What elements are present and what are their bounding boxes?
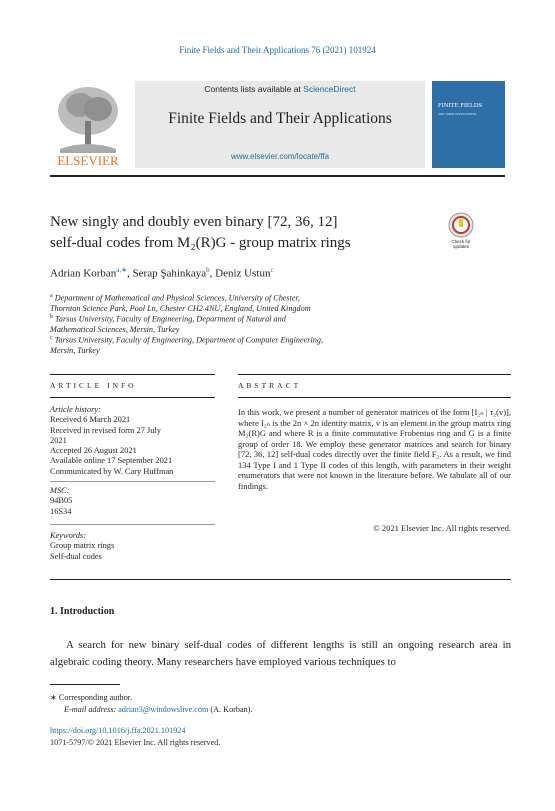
- author-name: Serap Şahinkaya: [132, 267, 207, 280]
- journal-url-link[interactable]: www.elsevier.com/locate/ffa: [230, 152, 330, 161]
- footnote-rule: [50, 684, 120, 685]
- issn-line: 1071-5797/© 2021 Elsevier Inc. All rights reserved.: [50, 738, 221, 747]
- author-affiliation-mark[interactable]: a,∗: [116, 266, 128, 274]
- abstract-heading: ABSTRACT: [238, 381, 302, 390]
- keywords-block: [50, 531, 210, 562]
- abstract-rule: [238, 397, 511, 398]
- corresponding-author-note: ∗ Corresponding author.: [50, 693, 133, 702]
- title-line-1: New singly and doubly even binary [72, 36, 12]: [50, 214, 338, 230]
- history-item: Received 6 March 2021: [50, 415, 131, 425]
- check-for-updates-badge[interactable]: [446, 212, 476, 250]
- sciencedirect-link[interactable]: ScienceDirect: [303, 84, 356, 94]
- affiliation-mark: c: [50, 335, 53, 341]
- affiliation-line: Tarsus University, Faculty of Engineering, Department of Computer Engineering,: [54, 335, 323, 345]
- keyword: Group matrix rings: [50, 541, 115, 551]
- email-label: E-mail address:: [64, 705, 117, 714]
- elsevier-logo: [50, 81, 126, 168]
- history-item: Accepted 26 August 2021: [50, 446, 137, 456]
- contents-line: [135, 84, 425, 94]
- article-info-rule: [50, 397, 215, 398]
- affiliation-line: Mathematical Sciences, Mersin, Turkey: [50, 325, 180, 335]
- journal-cover: [432, 81, 505, 168]
- title-line-2: self-dual codes from M₂(R)G - group matrix rings: [50, 235, 351, 251]
- cover-subtitle: AND THEIR APPLICATIONS: [438, 112, 477, 116]
- header-rule: [50, 175, 505, 177]
- affiliation-line: Tarsus University, Faculty of Engineering, Department of Natural and: [55, 314, 286, 324]
- email-note: [64, 705, 252, 714]
- intro-paragraph: A search for new binary self-dual codes of different lengths is still an ongoing research area in algebraic coding theory. Many researchers have employed various techniques to: [50, 639, 511, 668]
- affiliation-line: Thornton Science Park, Pool Ln, Chester CH2 4NU, England, United Kingdom: [50, 304, 311, 314]
- keyword: Self-dual codes: [50, 551, 102, 561]
- cover-title: FINITE FIELDS: [438, 102, 483, 109]
- email-suffix: (A. Korban).: [210, 705, 253, 714]
- author-affiliation-mark[interactable]: b: [206, 266, 210, 274]
- abstract-top-rule: [238, 374, 511, 375]
- author-affiliation-mark[interactable]: c: [270, 266, 274, 274]
- journal-title: Finite Fields and Their Applications: [168, 110, 392, 127]
- affiliation-line: Mersin, Turkey: [50, 346, 100, 356]
- msc-block: [50, 486, 210, 517]
- email-link[interactable]: adrian3@windowslive.com: [118, 705, 209, 714]
- msc-code: 94B05: [50, 496, 73, 506]
- history-label: Article history:: [50, 405, 101, 414]
- abstract-copyright: © 2021 Elsevier Inc. All rights reserved.: [373, 523, 511, 533]
- affiliation-mark: a: [50, 293, 53, 299]
- history-item: 2021: [50, 435, 67, 445]
- doi-link[interactable]: https://doi.org/10.1016/j.ffa.2021.101924: [50, 726, 186, 735]
- history-item: Available online 17 September 2021: [50, 456, 173, 466]
- info-divider: [50, 481, 215, 482]
- author-name: Adrian Korban: [50, 267, 117, 280]
- article-info-top-rule: [50, 374, 215, 375]
- history-item: Communicated by W. Cary Huffman: [50, 466, 174, 476]
- author-name: Deniz Ustun: [215, 267, 271, 280]
- msc-label: MSC:: [50, 486, 70, 495]
- affiliation-line: Department of Mathematical and Physical Sciences, University of Chester,: [54, 293, 300, 303]
- affiliation-mark: b: [50, 314, 53, 320]
- check-updates-label: Check for updates: [451, 239, 471, 249]
- article-history: [50, 405, 210, 477]
- info-divider: [50, 524, 215, 525]
- keywords-label: Keywords:: [50, 531, 86, 540]
- paper-title: [50, 212, 430, 254]
- affiliation-c: [50, 333, 450, 357]
- running-head: Finite Fields and Their Applications 76 (2021) 101924: [179, 45, 376, 55]
- history-item: Received in revised form 27 July: [50, 425, 161, 435]
- abstract-body: In this work, we present a number of generator matrices of the form [I₂ₙ | τ₂(v)], where I₂ₙ is the 2n × 2n identity matrix, v is an element in the group matrix ring M₂(R)G and where R is a finite commutative Frobenius ring and G is a finite group of order 18. We employ these generator matrices and search for binary [72, 36, 12] self-dual codes directly over the finite field F₂. As a result, we find 134 Type I and 1 Type II codes of this length, with parameters in their weight enumerators that were not known in the literature before. We tabulate all of our findings.: [238, 407, 511, 491]
- front-matter-bottom-rule: [50, 579, 511, 580]
- author-list: Adrian Korban$^{a,∗}$, Serap Şahinkaya$^b$, Deniz Ustun$^c$: [50, 266, 274, 280]
- article-info-heading: ARTICLE INFO: [50, 381, 137, 390]
- contents-prefix: Contents lists available at: [204, 84, 304, 94]
- msc-code: 16S34: [50, 506, 72, 516]
- elsevier-tree-icon: [50, 81, 126, 168]
- section-heading-introduction: 1. Introduction: [50, 606, 115, 617]
- publisher-name: ELSEVIER: [57, 153, 119, 168]
